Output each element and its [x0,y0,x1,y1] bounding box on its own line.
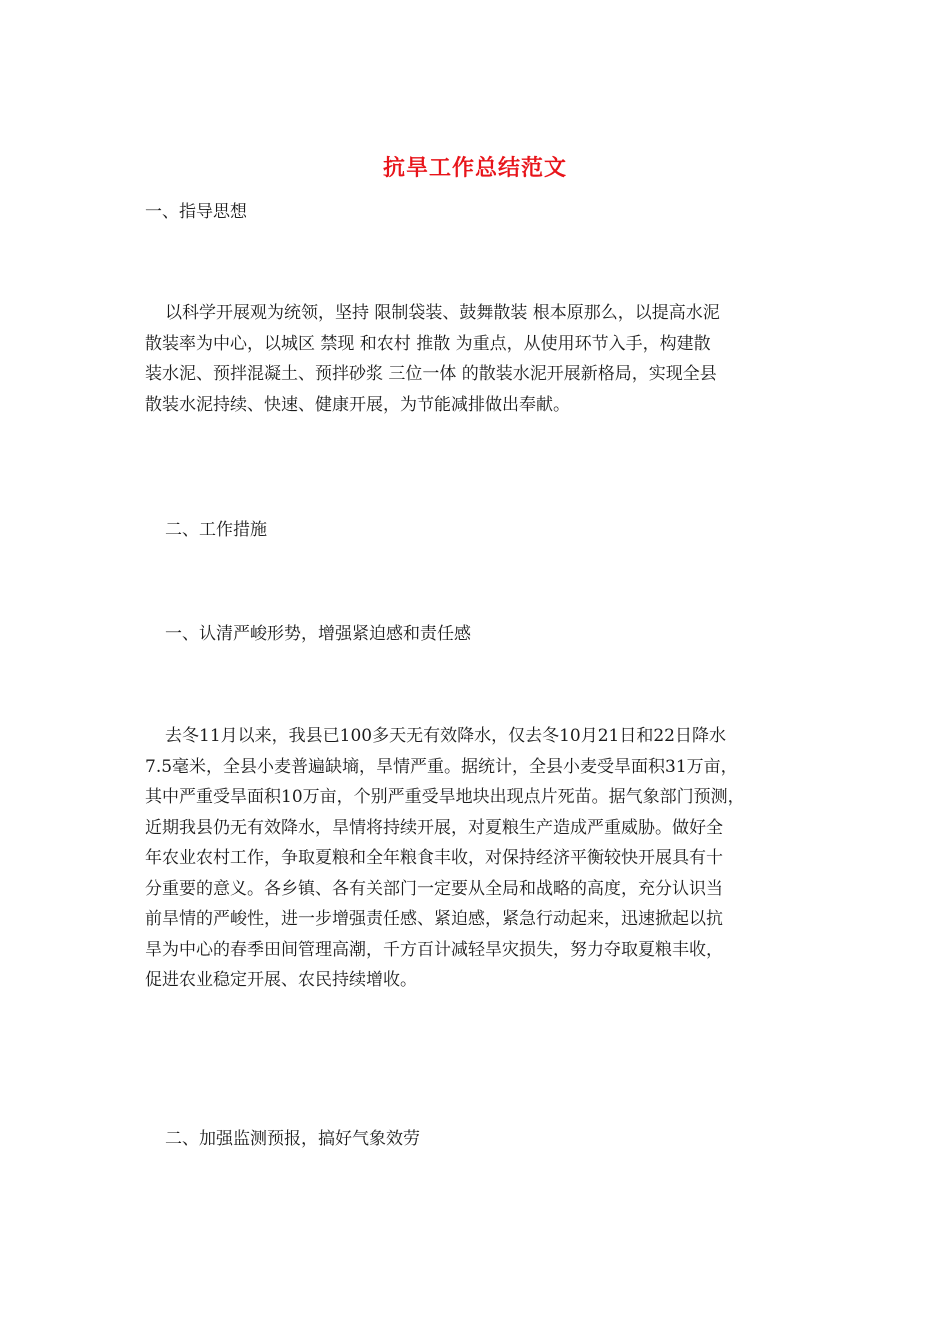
section-heading-guiding-ideology: 一、指导思想 [145,202,247,222]
paragraph-line: 装水泥、预拌混凝土、预拌砂浆 三位一体 的散装水泥开展新格局，实现全县 [145,364,717,384]
paragraph-line: 去冬11月以来，我县已100多天无有效降水，仅去冬10月21日和22日降水 [165,726,726,746]
paragraph-line: 旱为中心的春季田间管理高潮，千方百计减轻旱灾损失，努力夺取夏粮丰收， [145,939,723,960]
paragraph-line: 7.5毫米，全县小麦普遍缺墒，旱情严重。据统计，全县小麦受旱面积31万亩， [145,756,738,777]
paragraph-line: 分重要的意义。各乡镇、各有关部门一定要从全局和战略的高度，充分认识当 [145,878,723,899]
paragraph-line: 散装率为中心，以城区 禁现 和农村 推散 为重点，从使用环节入手，构建散 [145,333,711,354]
paragraph-line: 散装水泥持续、快速、健康开展，为节能减排做出奉献。 [145,394,570,415]
paragraph-guiding-ideology [145,298,810,420]
paragraph-line: 以科学开展观为统领，坚持 限制袋装、鼓舞散装 根本原那么，以提高水泥 [165,303,720,323]
paragraph-line: 近期我县仍无有效降水，旱情将持续开展，对夏粮生产造成严重威胁。做好全 [145,817,723,838]
document-title: 抗旱工作总结范文 [382,155,567,181]
paragraph-line: 促进农业稳定开展、农民持续增收。 [145,970,417,990]
subsection-heading-monitoring-forecast: 二、加强监测预报，搞好气象效劳 [165,1129,420,1149]
paragraph-drought-situation [145,721,810,996]
paragraph-line: 前旱情的严峻性，进一步增强责任感、紧迫感，紧急行动起来，迅速掀起以抗 [145,909,723,929]
section-heading-work-measures: 二、工作措施 [165,520,267,540]
paragraph-line: 其中严重受旱面积10万亩，个别严重受旱地块出现点片死苗。据气象部门预测， [145,787,745,807]
subsection-heading-severe-situation: 一、认清严峻形势，增强紧迫感和责任感 [165,624,471,644]
paragraph-line: 年农业农村工作，争取夏粮和全年粮食丰收，对保持经济平衡较快开展具有十 [145,848,723,868]
